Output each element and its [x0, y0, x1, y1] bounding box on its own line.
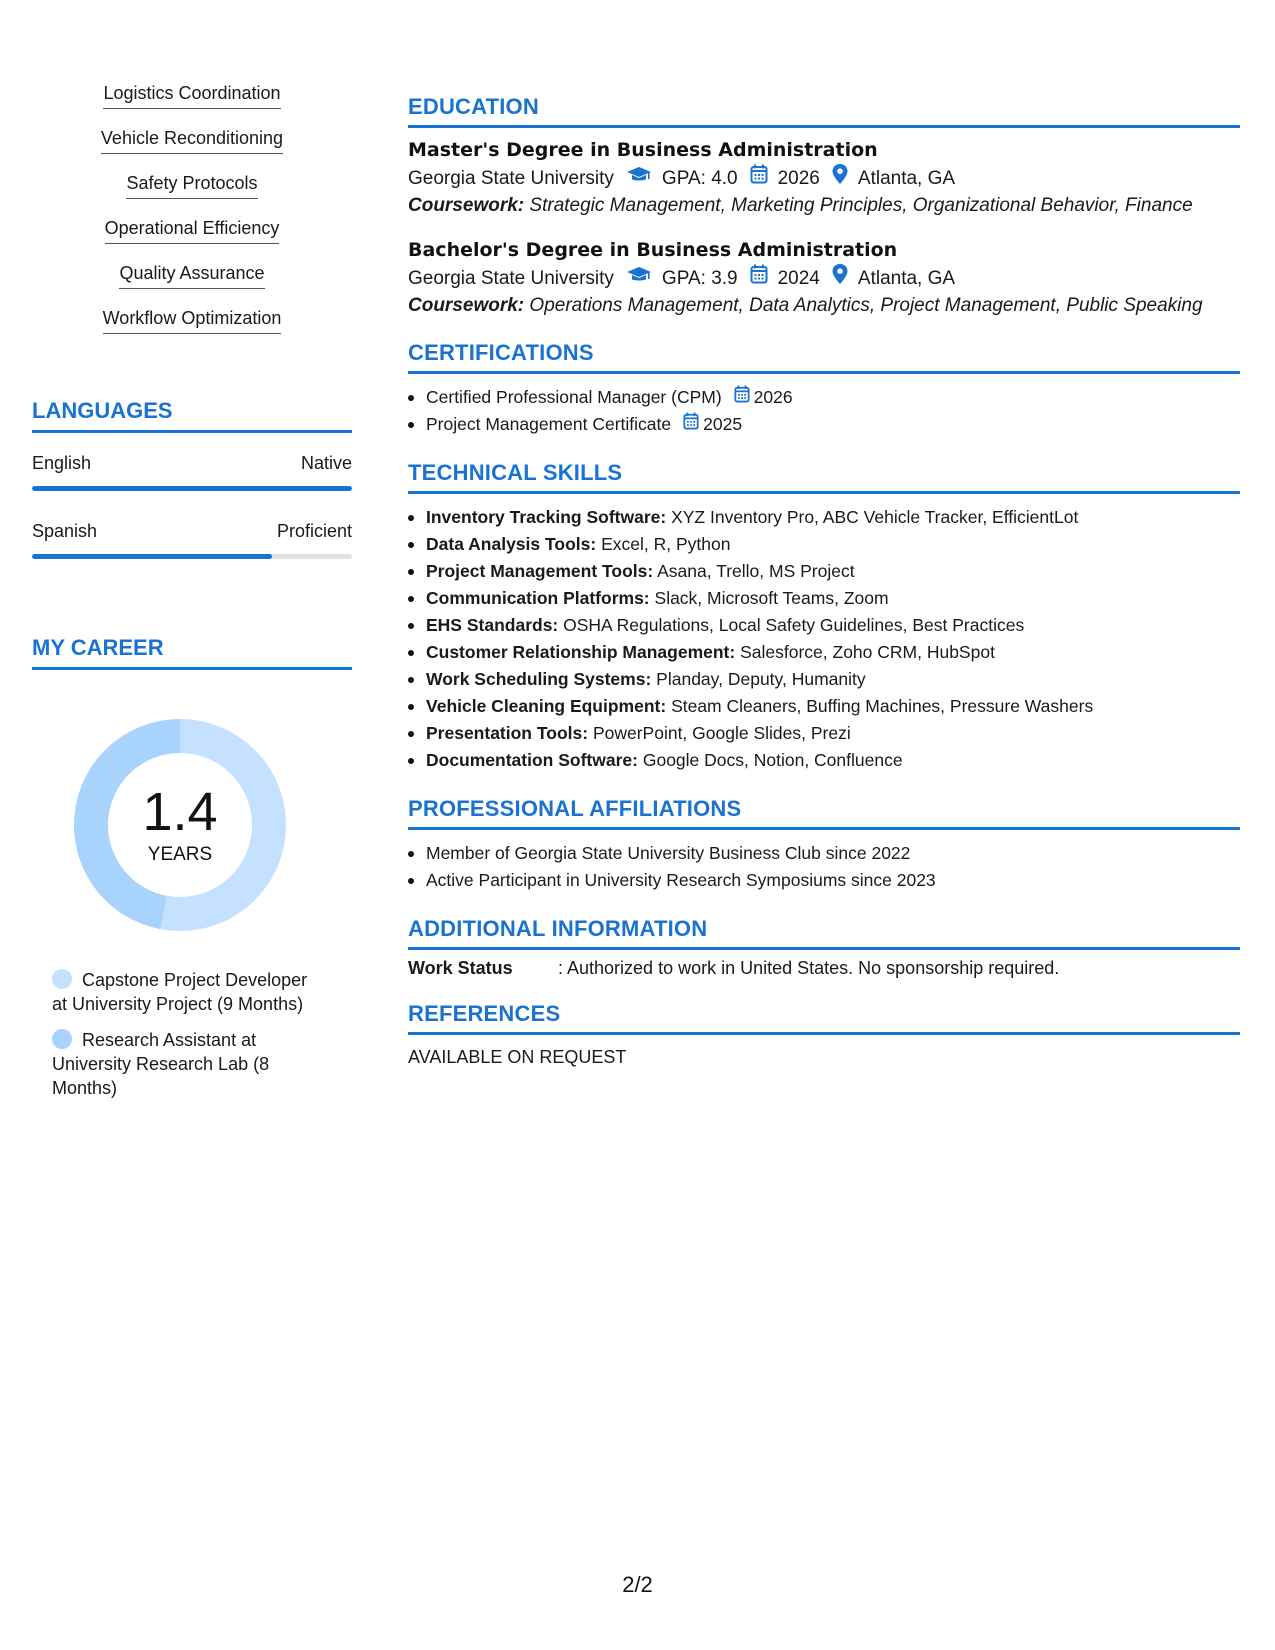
school-name: Georgia State University: [408, 168, 614, 189]
technical-skill-item: Work Scheduling Systems: Planday, Deputy, Humanity: [408, 666, 1240, 693]
skill-item: Quality Assurance: [32, 262, 352, 307]
education-heading: EDUCATION: [408, 94, 1240, 128]
languages-heading: LANGUAGES: [32, 398, 352, 433]
technical-skill-item: Data Analysis Tools: Excel, R, Python: [408, 531, 1240, 558]
legend-dot-icon: [52, 969, 72, 989]
language-level: Proficient: [276, 521, 352, 541]
skill-item: Logistics Coordination: [32, 82, 352, 127]
career-legend-item: [52, 968, 322, 1016]
education-entry: [408, 236, 1240, 318]
technical-skills-heading: TECHNICAL SKILLS: [408, 460, 1240, 494]
technical-skill-item: Project Management Tools: Asana, Trello, MS Project: [408, 558, 1240, 585]
degree-title: Bachelor's Degree in Business Administration: [408, 239, 898, 261]
affiliation-item: Active Participant in University Research Symposiums since 2023: [408, 867, 1240, 894]
affiliation-item: Member of Georgia State University Business Club since 2022: [408, 840, 1240, 867]
education-section: [408, 94, 1240, 318]
school-location: Atlanta, GA: [857, 268, 956, 289]
map-pin-icon: [832, 264, 848, 294]
language-level-bar: [32, 554, 352, 559]
career-total-unit: YEARS: [147, 844, 213, 865]
additional-info-section: [408, 916, 1240, 979]
technical-skill-item: Documentation Software: Google Docs, Notion, Confluence: [408, 747, 1240, 774]
affiliations-heading: PROFESSIONAL AFFILIATIONS: [408, 796, 1240, 830]
technical-skill-item: Vehicle Cleaning Equipment: Steam Cleaners, Buffing Machines, Pressure Washers: [408, 693, 1240, 720]
technical-skill-item: Customer Relationship Management: Salesforce, Zoho CRM, HubSpot: [408, 639, 1240, 666]
career-total-value: 1.4: [142, 782, 218, 842]
calendar-icon: [683, 411, 699, 438]
skill-item: Operational Efficiency: [32, 217, 352, 262]
calendar-icon: [750, 164, 768, 194]
language-level-fill: [32, 486, 352, 491]
gpa: GPA: 4.0: [661, 168, 738, 189]
technical-skill-item: Presentation Tools: PowerPoint, Google Slides, Prezi: [408, 720, 1240, 747]
legend-dot-icon: [52, 1029, 72, 1049]
technical-skill-item: EHS Standards: OSHA Regulations, Local Safety Guidelines, Best Practices: [408, 612, 1240, 639]
education-entry: [408, 136, 1240, 218]
technical-skill-item: Communication Platforms: Slack, Microsoft Teams, Zoom: [408, 585, 1240, 612]
degree-title: Master's Degree in Business Administration: [408, 139, 878, 161]
career-legend-item: [52, 1028, 322, 1100]
career-heading: MY CAREER: [32, 635, 352, 670]
certification-item: Project Management Certificate 2025: [408, 411, 1240, 438]
right-column: [408, 94, 1240, 1068]
affiliations-section: [408, 796, 1240, 894]
career-donut-chart: [65, 710, 295, 940]
language-level-bar: [32, 486, 352, 491]
language-name: English: [32, 453, 92, 473]
language-row-spanish: [32, 521, 352, 559]
technical-skills-section: [408, 460, 1240, 774]
certification-year: 2025: [703, 414, 743, 434]
graduation-cap-icon: [626, 164, 652, 194]
graduation-year: 2026: [777, 168, 820, 189]
additional-info-heading: ADDITIONAL INFORMATION: [408, 916, 1240, 950]
language-row-english: [32, 453, 352, 491]
map-pin-icon: [832, 164, 848, 194]
language-name: Spanish: [32, 521, 98, 541]
technical-skill-item: Inventory Tracking Software: XYZ Inventory Pro, ABC Vehicle Tracker, EfficientLot: [408, 504, 1240, 531]
graduation-cap-icon: [626, 264, 652, 294]
work-status-label: Work Status: [408, 958, 513, 978]
calendar-icon: [750, 264, 768, 294]
certifications-section: [408, 340, 1240, 438]
skill-item: Workflow Optimization: [32, 307, 352, 352]
skills-list: [32, 82, 352, 352]
language-level-fill: [32, 554, 272, 559]
school-name: Georgia State University: [408, 268, 614, 289]
references-heading: REFERENCES: [408, 1001, 1240, 1035]
references-text: AVAILABLE ON REQUEST: [408, 1047, 627, 1067]
certification-item: Certified Professional Manager (CPM) 2026: [408, 384, 1240, 411]
certification-year: 2026: [753, 387, 793, 407]
career-legend-label: Research Assistant at University Research Lab (8 Months): [52, 1030, 270, 1098]
certifications-heading: CERTIFICATIONS: [408, 340, 1240, 374]
school-location: Atlanta, GA: [857, 168, 956, 189]
coursework: Coursework: Operations Management, Data Analytics, Project Management, Public Speaking: [408, 295, 1203, 316]
language-level: Native: [300, 453, 352, 473]
references-section: [408, 1001, 1240, 1068]
work-status-value: : Authorized to work in United States. No sponsorship required.: [558, 958, 1060, 978]
left-column: [32, 82, 352, 1100]
skill-item: Vehicle Reconditioning: [32, 127, 352, 172]
calendar-icon: [734, 384, 750, 411]
page-number: 2/2: [622, 1572, 653, 1597]
coursework: Coursework: Strategic Management, Marketing Principles, Organizational Behavior, Finance: [408, 195, 1193, 216]
graduation-year: 2024: [777, 268, 820, 289]
gpa: GPA: 3.9: [661, 268, 738, 289]
career-legend-label: Capstone Project Developer at University Project (9 Months): [52, 970, 308, 1014]
skill-item: Safety Protocols: [32, 172, 352, 217]
